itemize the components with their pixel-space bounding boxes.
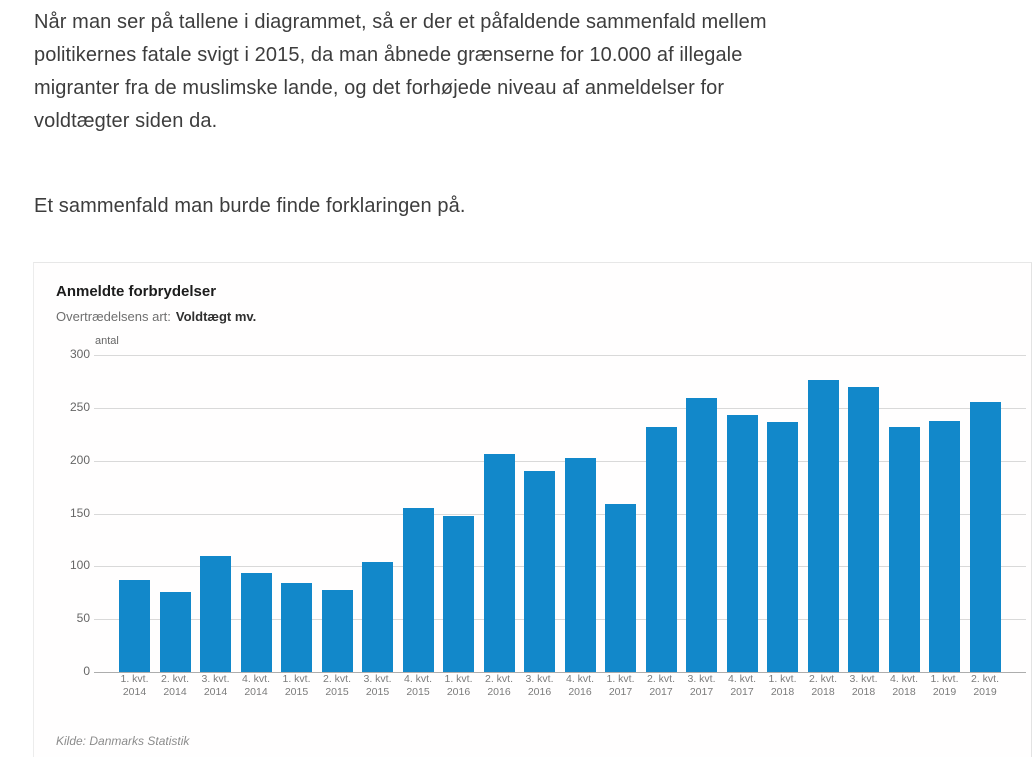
x-tick-year: 2014	[163, 686, 187, 698]
bar	[767, 422, 798, 672]
bar	[362, 562, 393, 672]
bar	[200, 556, 231, 672]
bar	[686, 398, 717, 672]
x-tick-quarter: 1. kvt.	[282, 673, 311, 685]
x-tick-year: 2015	[406, 686, 430, 698]
x-tick-year: 2016	[487, 686, 511, 698]
x-tick-quarter: 2. kvt.	[160, 673, 189, 685]
x-tick-year: 2018	[892, 686, 916, 698]
gridline	[94, 461, 1026, 462]
bar	[646, 427, 677, 672]
y-tick-label: 50	[76, 611, 90, 626]
x-tick-label	[599, 673, 643, 699]
x-tick-year: 2019	[973, 686, 997, 698]
chart-widget	[33, 262, 1032, 757]
x-tick-quarter: 3. kvt.	[687, 673, 716, 685]
x-tick-quarter: 1. kvt.	[768, 673, 797, 685]
x-tick-quarter: 3. kvt.	[525, 673, 554, 685]
gridline	[94, 408, 1026, 409]
x-tick-quarter: 1. kvt.	[444, 673, 473, 685]
x-tick-label	[113, 673, 157, 699]
x-tick-label	[639, 673, 683, 699]
x-tick-year: 2015	[284, 686, 309, 698]
x-tick-quarter: 2. kvt.	[322, 673, 351, 685]
x-tick-year: 2014	[244, 686, 268, 698]
x-axis-labels	[34, 673, 1031, 703]
x-tick-quarter: 2. kvt.	[646, 673, 675, 685]
x-tick-year: 2018	[851, 686, 876, 698]
x-tick-label	[801, 673, 845, 699]
x-tick-quarter: 4. kvt.	[565, 673, 594, 685]
x-tick-label	[923, 673, 967, 699]
x-tick-year: 2017	[730, 686, 754, 698]
chart-title: Anmeldte forbrydelser	[56, 283, 217, 300]
x-tick-year: 2018	[770, 686, 795, 698]
bar	[119, 580, 150, 672]
bar	[524, 471, 555, 672]
bar	[322, 590, 353, 672]
x-tick-label	[761, 673, 805, 699]
x-tick-quarter: 4. kvt.	[727, 673, 756, 685]
x-tick-label	[882, 673, 926, 699]
x-tick-year: 2016	[527, 686, 552, 698]
gridline	[94, 566, 1026, 567]
x-tick-label	[153, 673, 197, 699]
bar	[443, 516, 474, 672]
x-tick-label	[842, 673, 886, 699]
x-tick-year: 2015	[365, 686, 390, 698]
paragraph-line: voldtægter siden da.	[34, 110, 218, 132]
paragraph-line: politikernes fatale svigt i 2015, da man åbnede grænserne for 10.000 af illegale	[34, 44, 743, 66]
gridline	[94, 355, 1026, 356]
y-tick-label: 0	[83, 664, 90, 678]
x-tick-year: 2016	[446, 686, 471, 698]
bar	[484, 454, 515, 672]
x-tick-label	[194, 673, 238, 699]
paragraph-line: Når man ser på tallene i diagrammet, så er der et påfaldende sammenfald mellem	[34, 11, 767, 33]
bar	[889, 427, 920, 672]
x-tick-label	[518, 673, 562, 699]
bar	[848, 387, 879, 672]
source-note: Kilde: Danmarks Statistik	[56, 734, 190, 748]
x-tick-label	[356, 673, 400, 699]
chart-subtitle-value: Voldtægt mv.	[175, 309, 257, 324]
x-tick-label	[437, 673, 481, 699]
x-tick-quarter: 2. kvt.	[484, 673, 513, 685]
y-tick-label: 250	[69, 399, 90, 414]
x-tick-label	[680, 673, 724, 699]
x-tick-quarter: 4. kvt.	[889, 673, 918, 685]
y-tick-label: 100	[69, 558, 90, 573]
x-tick-label	[275, 673, 319, 699]
bar	[929, 421, 960, 672]
gridline	[94, 514, 1026, 515]
x-tick-year: 2015	[325, 686, 349, 698]
x-tick-label	[234, 673, 278, 699]
x-tick-year: 2017	[649, 686, 673, 698]
x-tick-quarter: 1. kvt.	[606, 673, 635, 685]
x-tick-label	[720, 673, 764, 699]
x-tick-year: 2017	[608, 686, 633, 698]
x-tick-label	[315, 673, 359, 699]
x-tick-label	[396, 673, 440, 699]
bar	[403, 508, 434, 672]
x-tick-year: 2018	[811, 686, 835, 698]
bar	[160, 592, 191, 672]
y-tick-label: 300	[69, 347, 90, 361]
x-tick-quarter: 1. kvt.	[930, 673, 959, 685]
x-tick-quarter: 4. kvt.	[241, 673, 270, 685]
x-tick-year: 2017	[689, 686, 714, 698]
x-tick-label	[558, 673, 602, 699]
x-tick-label	[963, 673, 1007, 699]
y-axis-unit-label: antal	[95, 335, 119, 347]
paragraph	[34, 6, 767, 138]
x-tick-year: 2014	[122, 686, 147, 698]
x-tick-quarter: 2. kvt.	[808, 673, 837, 685]
chart-subtitle-label: Overtrædelsens art:	[56, 309, 171, 324]
bar	[241, 573, 272, 672]
x-tick-label	[477, 673, 521, 699]
plot-area	[94, 355, 1026, 672]
y-tick-label: 200	[69, 452, 90, 467]
bar	[605, 504, 636, 672]
bar	[281, 583, 312, 672]
x-tick-quarter: 2. kvt.	[970, 673, 999, 685]
y-tick-label: 150	[69, 505, 90, 520]
bar	[565, 458, 596, 673]
x-tick-quarter: 3. kvt.	[363, 673, 392, 685]
x-tick-year: 2016	[568, 686, 592, 698]
x-tick-year: 2019	[932, 686, 957, 698]
paragraph-line: migranter fra de muslimske lande, og det forhøjede niveau af anmeldelser for	[34, 77, 725, 99]
x-tick-quarter: 4. kvt.	[403, 673, 432, 685]
x-tick-quarter: 3. kvt.	[201, 673, 230, 685]
bar	[808, 380, 839, 672]
bar	[970, 402, 1001, 673]
x-tick-quarter: 1. kvt.	[120, 673, 149, 685]
paragraph: Et sammenfald man burde finde forklaringen på.	[34, 195, 466, 217]
x-tick-quarter: 3. kvt.	[849, 673, 878, 685]
x-tick-year: 2014	[203, 686, 228, 698]
gridline	[94, 619, 1026, 620]
bar	[727, 415, 758, 672]
